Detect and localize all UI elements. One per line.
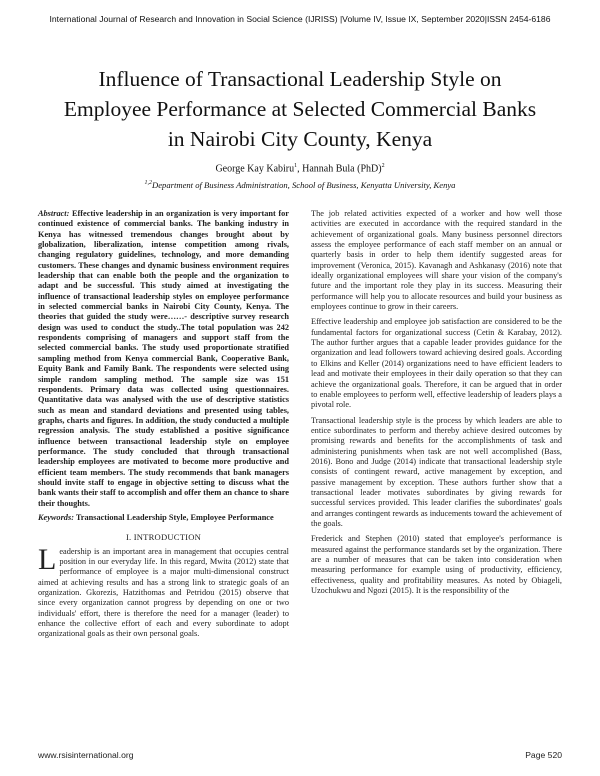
abstract-label: Abstract: — [38, 209, 70, 218]
authors-line — [0, 163, 600, 174]
author-sup: 1 — [294, 163, 298, 169]
page-footer — [38, 750, 562, 760]
abstract — [38, 209, 289, 509]
keywords-label: Keywords: — [38, 512, 74, 522]
abstract-text: Effective leadership in an organization is very important for continued existence of commercial banks. The banking industry in Kenya has witnessed tremendous changes brought about by globalization, liberalization, intense competition among rivals, changing regulatory guidelines, technology, and more demanding customers. These changes and dynamic business environment requires leadership that can enable both the people and the organization to adapt and be successful. This study aimed at investigating the influence of transactional leadership styles on employee performance in selected commercial banks in Nairobi City County, Kenya. The theories that guided the study were……- descriptive survey research design was used to conduct the study..The total population was 242 respondents comprising of managers and support staff from the selected commercial banks. The study used proportionate stratified sampling method from Kenya commercial Bank, Cooperative Bank, Equity Bank and Family Bank. The respondents were selected using simple random sampling method. The sample size was 151 respondents. Primary data was collected using questionnaires. Quantitative data was analysed with the use of descriptive statistics such as mean and standard deviations and presented using tables, graphs, charts and figures. In addition, the study conducted a multiple regression analysis. The study established a positive significance influence between transactional leadership style on employee performance. The study concluded that through transactional leadership employees are motivated to become more productive and efficient team members. The study recommends that bank managers should invite staff to engage in objective setting to discuss what the bank wants their staff to accomplish and offer them an chance to share their thoughts. — [38, 209, 289, 508]
drop-cap: L — [38, 542, 57, 576]
author-name: George Kay Kabiru — [215, 163, 295, 175]
left-column — [38, 209, 289, 640]
author-name: Hannah Bula (PhD) — [302, 163, 382, 175]
page-number: Page 520 — [525, 750, 562, 760]
intro-paragraph — [38, 542, 289, 640]
keywords-text: Transactional Leadership Style, Employee Performance — [73, 512, 274, 522]
intro-text: eadership is an important area in management that occupies central position in our everyday life. In this regard, Mwita (2012) state that performance of employee is a major multi-dimensional construct aimed at achieving results and has a strong link to strategic goals of an organization. Gkorezis, Hatzithomas and Petridou (2015) observe that since every organization cannot progress by depending on one or two individuals' effort, there is therefore the need for a manager (leader) to enhance the collective effort of each and every subordinate to adopt organizational goals as their own personal goals. — [38, 546, 289, 639]
footer-website: www.rsisinternational.org — [38, 750, 134, 760]
body-paragraph: Frederick and Stephen (2010) stated that employee's performance is measured against the performance standards set by the organization. There are a number of measures that can be taken into consideration when measuring performance for example using of productivity, efficiency, effectiveness, quality and profitability measures. As noted by Obiageli, Uzochukwu and Ngozi (2015). It is the responsibility of the — [311, 534, 562, 596]
keywords — [38, 513, 289, 523]
affiliation-text: Department of Business Administration, School of Business, Kenyatta University, Kenya — [152, 180, 456, 190]
author-sup: 2 — [381, 163, 385, 169]
section-heading: I. INTRODUCTION — [125, 532, 202, 543]
body-paragraph: The job related activities expected of a worker and how well those activities are executed in accordance with the required standard in the achievement of organizational goals. Many business personnel directors assess the employee performance of each staff member on an annual or quarterly basis in order to help them identify suggested areas for improvement (Veronica, 2015). Kavanagh and Ashkanasy (2016) note that ideally organizational employees will share your vision of the company's future and the important role they play in its success. Measuring their performance will help you to allocate resources and build your business as employees continue to grow in their careers. — [311, 209, 562, 312]
right-column — [311, 209, 562, 601]
author-separator: , — [297, 163, 303, 175]
affiliation — [0, 180, 600, 190]
body-paragraph: Effective leadership and employee job satisfaction are considered to be the fundamental factors for organizational success (Cetin & Karabay, 2012). The author further argues that a capable leader provides guidance for the organization and lead followers toward achieving desired goals. According to Elkins and Keller (2014) organizations need to have efficient leaders to lead and motivate their employees in their daily operation so that they can achieve the organizational goals. Therefore, it can be argued that in order to enable employees to perform well, effective leadership of leaders plays a pivotal role. — [311, 317, 562, 410]
affiliation-sup: 1,2 — [144, 180, 153, 187]
journal-header: International Journal of Research and Innovation in Social Science (IJRISS) |Volume IV, Issue IX, September 2020|ISSN 2454-6186 — [49, 14, 551, 24]
paper-title: Influence of Transactional Leadership Style on Employee Performance at Selected Commercial Banks in Nairobi City County, Kenya — [63, 67, 537, 151]
body-paragraph: Transactional leadership style is the process by which leaders are able to entice subordinates to perform and thereby achieve desired outcomes by promising rewards and benefits for the accomplishments of task and administering punishments when task are not well accomplished (Bass, 2016). Bono and Judge (2014) indicate that transactional leadership style consists of contingent reward, active management by exception, and passive management by exception. These authors further show that a transactional leader motivates subordinates by giving rewards for successful services provided. This leader clarifies the subordinates' goals and arranges contingent rewards as inducements toward the achievement of the goals. — [311, 415, 562, 528]
